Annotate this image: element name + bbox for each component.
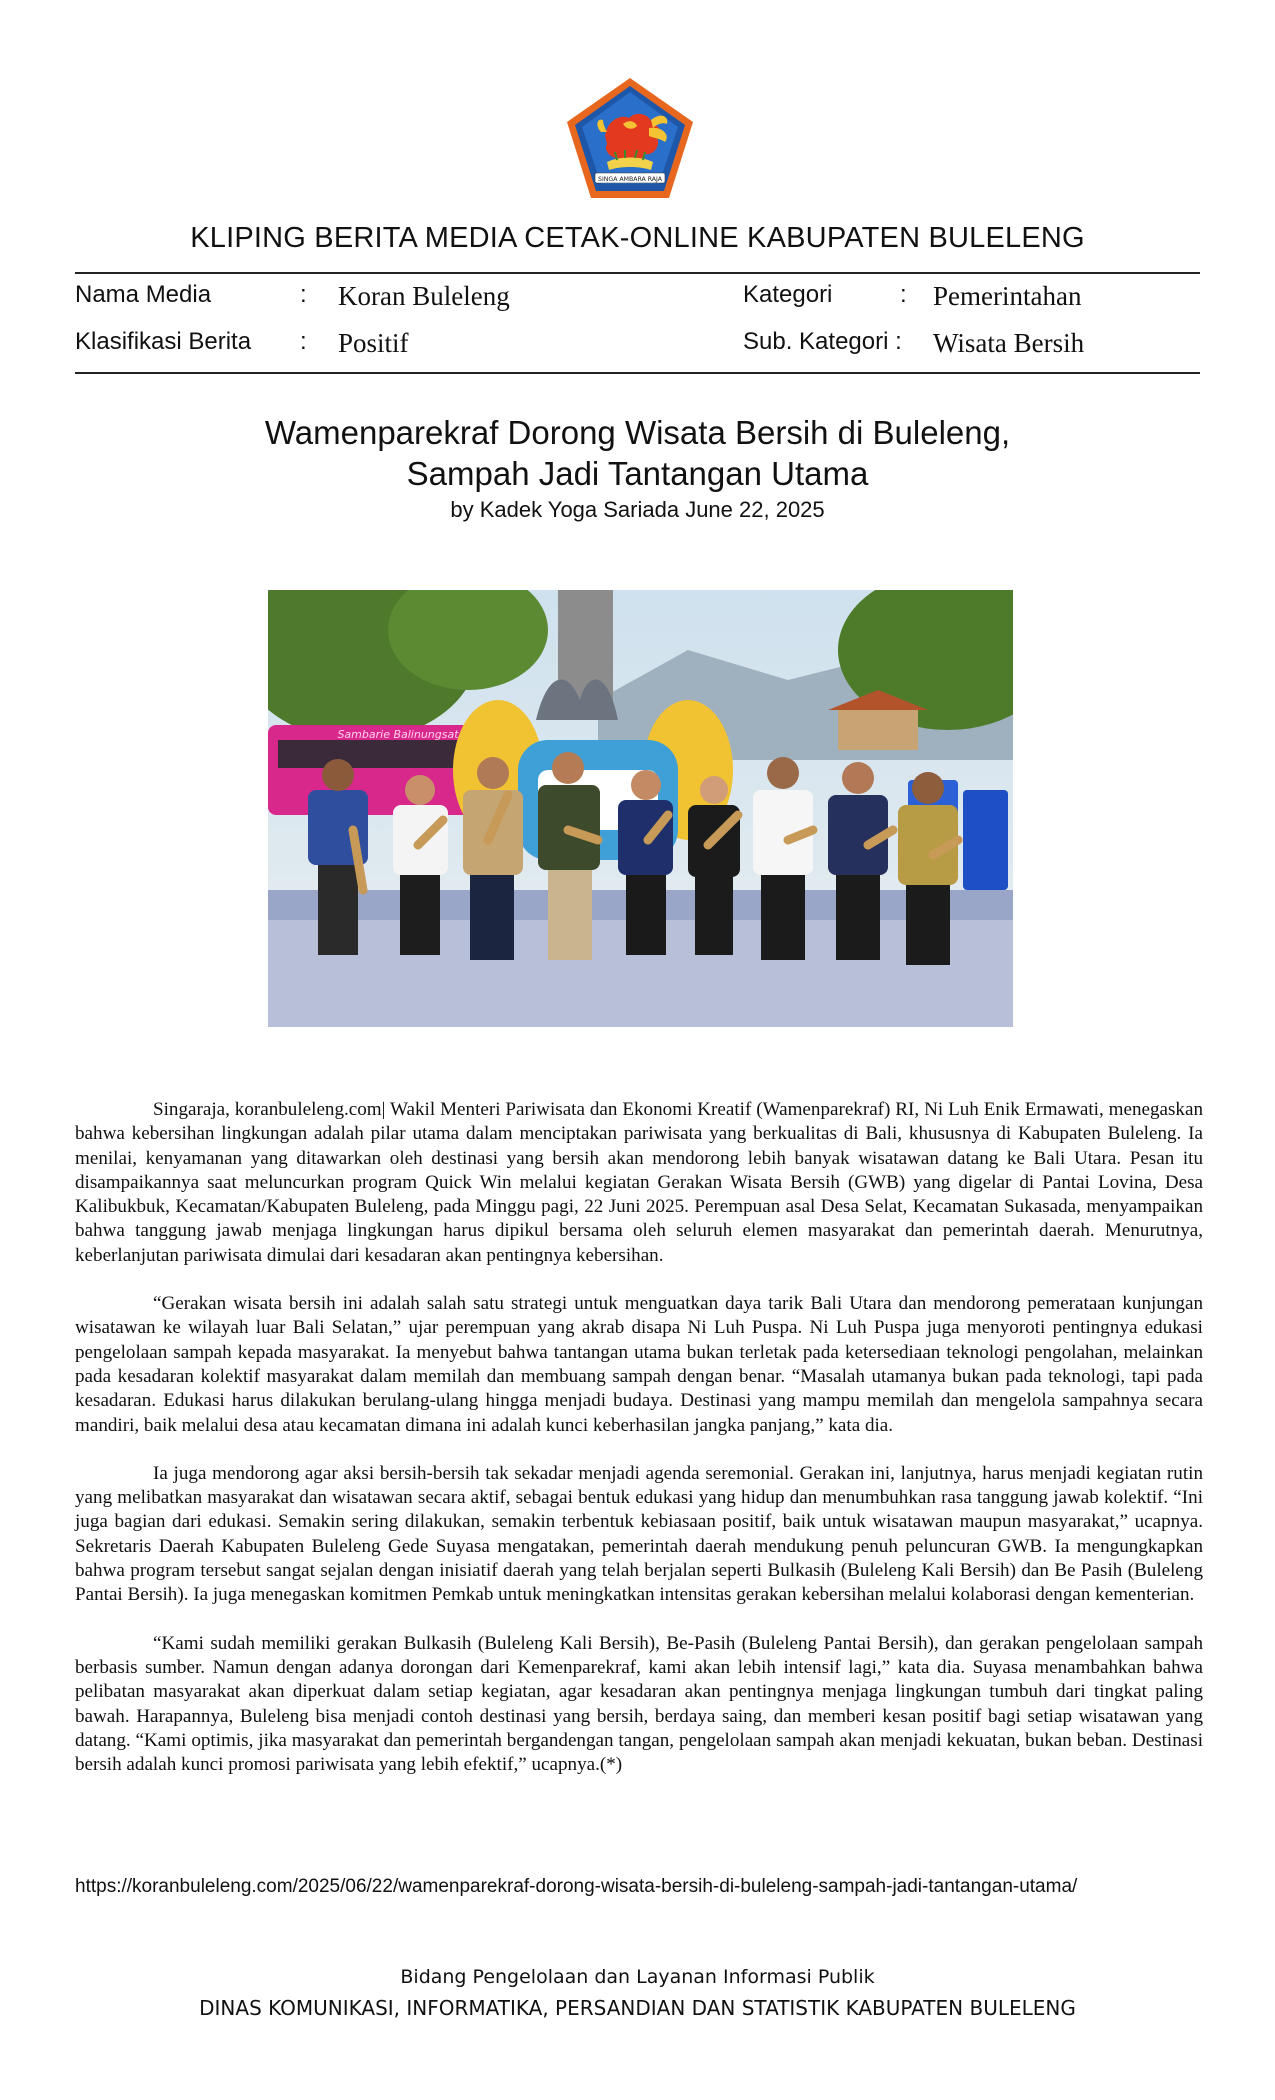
document-title: KLIPING BERITA MEDIA CETAK-ONLINE KABUPATEN BULELENG (190, 222, 1085, 254)
source-url: https://koranbuleleng.com/2025/06/22/wamenparekraf-dorong-wisata-bersih-di-buleleng-sampah-jadi-tantangan-utama/ (75, 1876, 1078, 1897)
nama-media-value: Koran Buleleng (338, 281, 510, 311)
article-headline (0, 412, 1275, 494)
article-photo (268, 590, 1013, 1027)
article-body (75, 1098, 1203, 1801)
klasifikasi-colon: : (300, 328, 307, 355)
sub-kategori-value: Wisata Bersih (933, 328, 1085, 358)
header-divider-top (75, 272, 1200, 274)
klasifikasi-label: Klasifikasi Berita (75, 328, 252, 355)
article-paragraph-3: Ia juga mendorong agar aksi bersih-bersih tak sekadar menjadi agenda seremonial. Gerakan ini, lanjutnya, harus menjadi kegiatan rutin yang melibatkan masyarakat dan wisatawan secara aktif, sebagai bentuk edukasi yang hidup dan menumbuhkan rasa tanggung jawab kolektif. “Ini juga bagian dari edukasi. Semakin sering dilakukan, semakin terbentuk kebiasaan positif, baik untuk wisatawan maupun masyarakat,” ucapnya. Sekretaris Daerah Kabupaten Buleleng Gede Suyasa mengatakan, pemerintah daerah mendukung penuh peluncuran GWB. Ia mengungkapkan bahwa program tersebut sangat sejalan dengan inisiatif daerah yang telah berjalan seperti Bulkasih (Buleleng Kali Bersih) dan Be Pasih (Buleleng Pantai Bersih). Ia juga menegaskan komitmen Pemkab untuk meningkatkan intensitas gerakan kebersihan melalui kolaborasi dengan kementerian. (75, 1462, 1203, 1606)
klasifikasi-value: Positif (338, 328, 409, 358)
bus-lettering: Sambarie Balinungsat (337, 728, 459, 741)
article-paragraph-4: “Kami sudah memiliki gerakan Bulkasih (Buleleng Kali Bersih), Be-Pasih (Buleleng Pantai Bersih), dan gerakan pengelolaan sampah berbasis sumber. Namun dengan adanya dorongan dari Kemenparekraf, kami akan lebih intensif lagi,” kata dia. Suyasa menambahkan bahwa pelibatan masyarakat akan diperkuat dalam setiap kegiatan, agar kesadaran akan pentingnya menjaga lingkungan tumbuh dari tingkat paling bawah. Harapannya, Buleleng bisa menjadi contoh destinasi yang bersih, berdaya saing, dan memberi kesan positif bagi setiap wisatawan yang datang. “Kami optimis, jika masyarakat dan pemerintah bergandengan tangan, pengelolaan sampah akan menjadi kekuatan, bukan beban. Destinasi bersih adalah kunci promosi pariwisata yang lebih efektif,” ucapnya.(*) (75, 1632, 1203, 1776)
headline-line-1: Wamenparekraf Dorong Wisata Bersih di Buleleng, (264, 414, 1011, 451)
kategori-label: Kategori (743, 281, 833, 308)
header-divider-bottom (75, 372, 1200, 374)
headline-line-2: Sampah Jadi Tantangan Utama (406, 455, 869, 492)
article-byline: by Kadek Yoga Sariada June 22, 2025 (450, 497, 825, 522)
logo-motto: SINGA AMBARA RAJA (598, 176, 662, 183)
kategori-colon: : (900, 281, 907, 308)
nama-media-label: Nama Media (75, 281, 212, 308)
buleleng-crest-icon (565, 76, 695, 200)
nama-media-colon: : (300, 281, 307, 308)
footer-division: Bidang Pengelolaan dan Layanan Informasi Publik (400, 1966, 875, 1988)
sub-kategori-label: Sub. Kategori : (743, 328, 902, 355)
article-paragraph-1: Singaraja, koranbuleleng.com| Wakil Menteri Pariwisata dan Ekonomi Kreatif (Wamenparekraf) RI, Ni Luh Enik Ermawati, menegaskan bahwa kebersihan lingkungan adalah pilar utama dalam menciptakan pariwisata yang berkualitas di Bali, khususnya di Kabupaten Buleleng. Ia menilai, kenyamanan yang ditawarkan oleh destinasi yang bersih akan mendorong lebih banyak wisatawan datang ke Bali Utara. Pesan itu disampaikannya saat meluncurkan program Quick Win melalui kegiatan Gerakan Wisata Bersih (GWB) yang digelar di Pantai Lovina, Desa Kalibukbuk, Kecamatan/Kabupaten Buleleng, pada Minggu pagi, 22 Juni 2025. Perempuan asal Desa Selat, Kecamatan Sukasada, menyampaikan bahwa tanggung jawab menjaga lingkungan harus dipikul bersama oleh seluruh elemen masyarakat dan pemerintah daerah. Menurutnya, keberlanjutan pariwisata dimulai dari kesadaran akan pentingnya kebersihan. (75, 1099, 1203, 1266)
regency-logo (565, 76, 695, 200)
kategori-value: Pemerintahan (933, 281, 1082, 311)
footer-agency: DINAS KOMUNIKASI, INFORMATIKA, PERSANDIAN DAN STATISTIK KABUPATEN BULELENG (199, 1996, 1076, 2020)
article-paragraph-2: “Gerakan wisata bersih ini adalah salah satu strategi untuk menguatkan daya tarik Bali Utara dan mendorong pemerataan kunjungan wisatawan ke wilayah luar Bali Selatan,” ujar perempuan yang akrab disapa Ni Luh Puspa. Ni Luh Puspa juga menyoroti pentingnya edukasi pengelolaan sampah kepada masyarakat. Ia menyebut bahwa tantangan utama bukan terletak pada ketersediaan teknologi pengolahan, melainkan pada kesadaran kolektif masyarakat dalam memilah dan membuang sampah dengan benar. “Masalah utamanya bukan pada teknologi, tapi pada kesadaran. Edukasi harus dilakukan berulang-ulang hingga menjadi budaya. Destinasi yang mampu memilah dan mengelola sampahnya secara mandiri, baik melalui desa atau kecamatan dimana ini adalah kunci keberhasilan jangka panjang,” kata dia. (75, 1293, 1203, 1436)
